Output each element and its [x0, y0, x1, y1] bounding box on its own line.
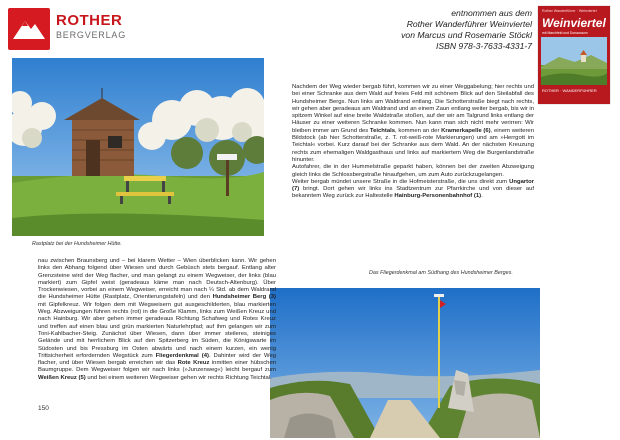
text-run: Nachdem der Weg wieder bergab führt, kommen wir zu einer Weggabelung; hier rechts und bei einer Schranke aus dem Wald auf freies Feld mit schönem Blick auf den Steilabfall des Hundsheimer Bergs. Nun links am Waldrand entlang. Die Schotterstraße biegt nach rechts, wir gehen aber geradeaus am Waldrand und an einem Zaun entlang weiter bergab, bis wir in spitzem Winkel auf eine breite Waldstraße stoßen, auf der wir am Talgrund links entlang der Häuser zu einer weiteren Schranke kommen. Nun kann man sich nicht mehr verirren: Wir bleiben immer am Grund des [292, 84, 534, 134]
cover-series: Rother Wanderführer · Weinviertel [542, 9, 597, 13]
text-run: Weiter bergab mündet unsere Straße in die Hofmeisterstraße, die uns direkt zum [292, 178, 510, 185]
cover-title: Weinviertel [542, 16, 606, 30]
text-run: , kommen an der [395, 127, 442, 134]
text-run: und bei einem weiteren Wegweiser gehen wir rechts Richtung Teichtal. [85, 374, 272, 381]
book-cover [538, 6, 610, 104]
credit-line: Rother Wanderführer Weinviertel [406, 19, 532, 29]
place-name: Weißen Kreuz (5) [38, 374, 86, 381]
photo-caption: Rastplatz bei der Hundsheimer Hütte. [32, 241, 122, 247]
credit-line: von Marcus und Rosemarie Stöckl [401, 30, 532, 40]
place-name: Rote Kreuz [177, 360, 210, 367]
text-run: bringt. Dort gehen wir links ins Stadtzentrum zur Pfarrkirche und von dieser auf bekanntem Weg zurück zur Haltestelle [292, 186, 534, 200]
credit-line: ISBN 978-3-7633-4331-7 [435, 41, 532, 51]
cover-brand: ROTHER · WANDERFÜHRER [542, 88, 597, 93]
place-name: Fliegerdenkmal (4) [155, 352, 209, 359]
route-description-left [38, 258, 276, 382]
text-run: mit Gipfelkreuz. Wir folgen dem mit Wegweisern gut ausgeschilderten, blau markierten Weg. Abzweigungen führen rechts (rot) in die Große Klamm, links zum Weißen Kreuz und nach Hainburg. Wir aber gehen immer geradeaus Richtung Schafweg und Rotes Kreuz und treffen auf einen blau und grün markierten Naturlehrpfad; auf ihm gelangen wir zum Toni-Kahlbacher-Steig. Zunächst über Wiesen, dann über immer steileres, steiniges Gelände und mit herrlichem Blick auf den Spitzerberg im Süden, die Königswarte im Südosten und bis Pressburg im Osten abwärts und nach einem kurzen, ein wenig Trittsicherheit erfordernden Wegstück zum [38, 301, 276, 359]
page-number: 150 [38, 405, 49, 412]
mountain-icon [8, 8, 50, 50]
place-name: Ungartor (7) [292, 178, 534, 193]
rother-logo [8, 8, 50, 50]
place-name: Teichtals [369, 127, 396, 134]
cover-photo [541, 37, 607, 85]
place-name: Hundsheimer Berg (3) [212, 294, 276, 301]
place-name: Kramerkapelle (6) [441, 127, 491, 134]
credit-line: entnommen aus dem [451, 8, 532, 18]
text-run: nau zwischen Braunsberg und – bei klarem Wetter – Wien überblicken kann. Wir gehen links den Abhang folgend über Wiesen und durch Gebüsch stets bergauf. Entlang alter Grenzsteine wird der Weg flacher, und man gelangt zu einem Wegweiser, der links (blau markiert) zum Gipfel weist (geradeaus käme man nach Deutsch-Altenburg). Über Trockenwiesen, vorbei an einem Wegweiser, erreicht man nach ¼ Std. ab dem Waldrand die Hundsheimer Hütte (Rastplatz, Orientierungstafeln) und den [38, 258, 276, 301]
memorial-photo [270, 288, 540, 438]
rest-area-photo [12, 58, 264, 236]
text-run: inmitten einer hübschen Baumgruppe. Dem Wegweiser folgen wir nach links (»Junzenweg«) leicht bergauf zum [38, 360, 276, 374]
place-name: Hainburg-Personenbahnhof (1) [394, 193, 482, 200]
cover-subtitle: mit Marchfeld und Donauraum [542, 31, 588, 35]
text-run: . [481, 193, 483, 200]
brand-subtitle: BERGVERLAG [56, 30, 127, 40]
text-run: , einem weiteren Bildstock (ab hier Schotterstraße, z. T. rot-weiß-rote Markierungen) und am »Herrgott im Teichtal« vorbei. Kurz darauf bei der Schranke aus dem Wald. An der nächsten Kreuzung rechts zum ehemaligen Waldgasthaus und links auf markiertem Weg die Burgenlandstraße hinunter. [292, 127, 534, 163]
photo-caption: Das Fliegerdenkmal am Südhang des Hundsheimer Berges. [369, 270, 513, 276]
text-run: . Dahinter wird der Weg flacher, und über Wiesen bergab erreichen wir das [38, 352, 276, 367]
brand-name: ROTHER [56, 12, 123, 29]
route-description-right [292, 84, 534, 201]
source-credit [332, 8, 532, 52]
text-run: Autofahrer, die in der Hummelstraße geparkt haben, können bei der zweiten Abzweigung gleich links die Schlossbergstraße hinaufgehen, um zum Auto zurückzugelangen. [292, 164, 534, 178]
